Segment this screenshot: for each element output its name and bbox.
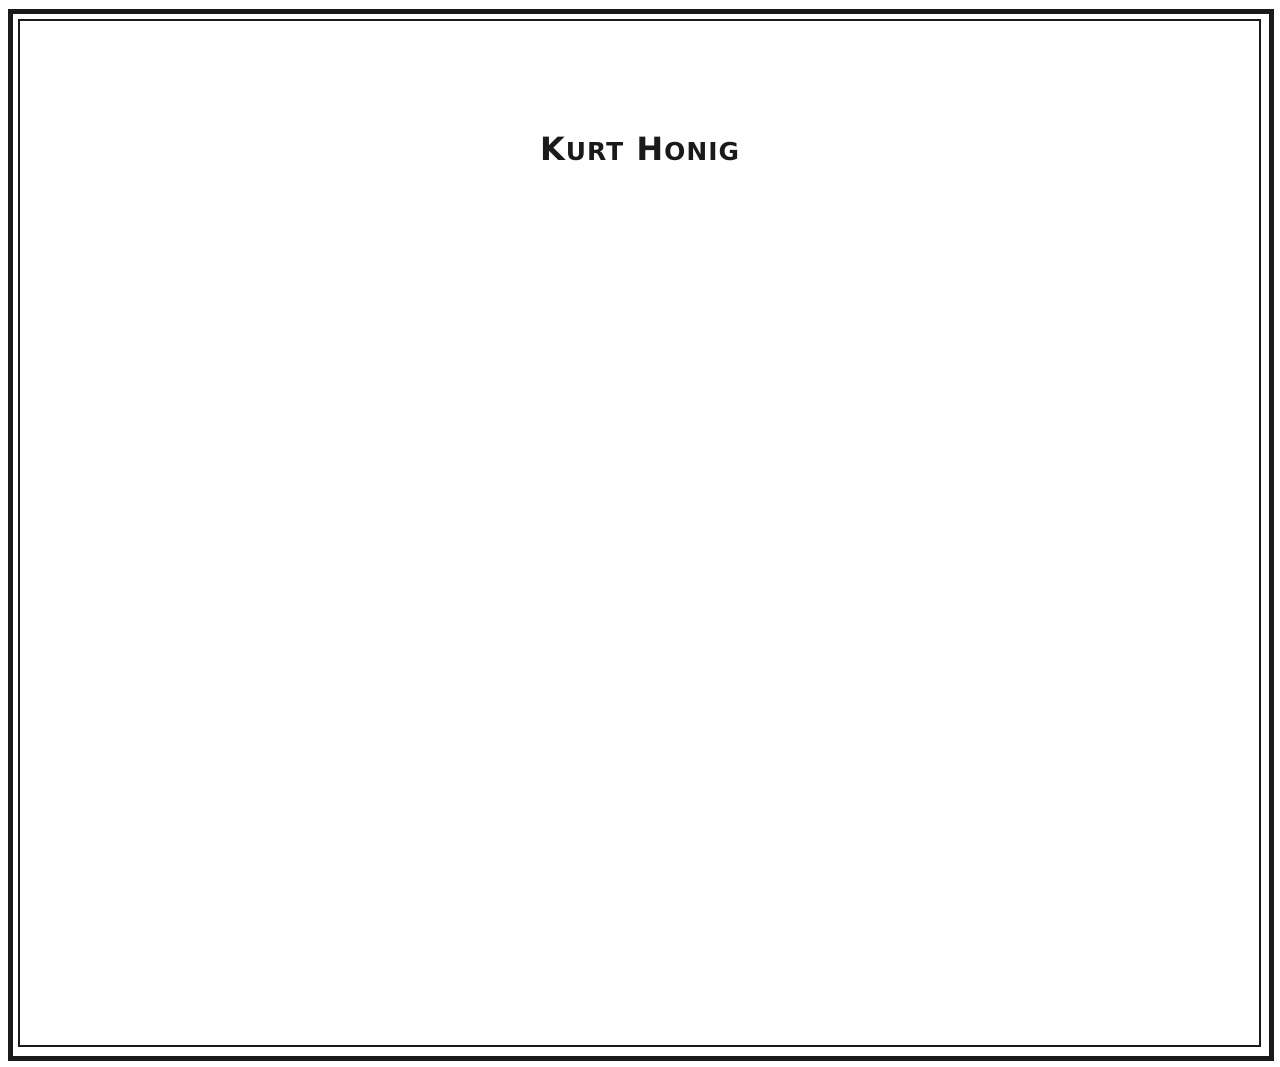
first-name-rest: URT	[565, 137, 625, 166]
first-name-initial: K	[540, 130, 566, 168]
last-name-rest: ONIG	[664, 137, 740, 166]
inner-border	[18, 19, 1261, 1047]
deceased-name	[0, 130, 1280, 168]
last-name-initial: H	[636, 130, 665, 168]
